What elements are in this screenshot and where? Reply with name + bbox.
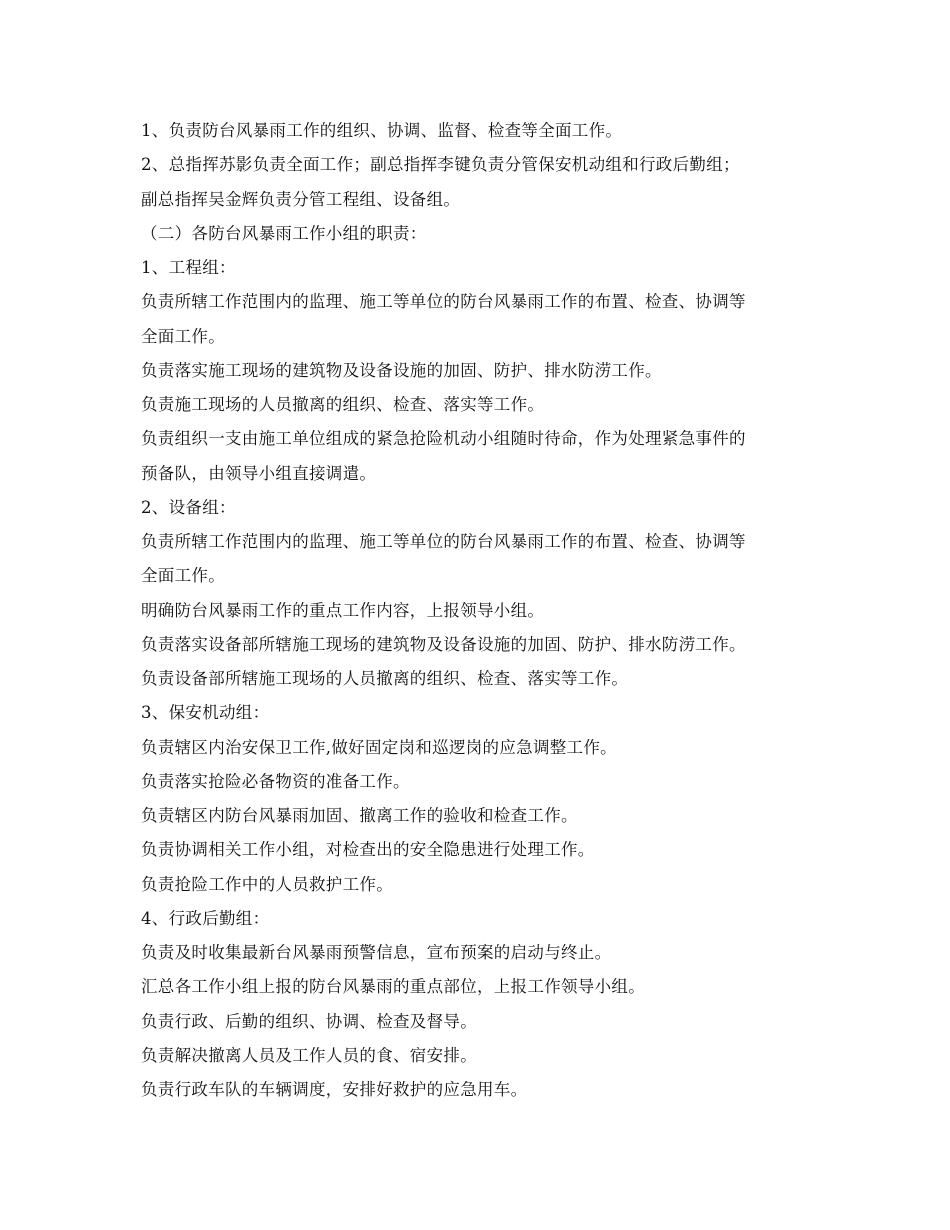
- text-line: 负责及时收集最新台风暴雨预警信息，宣布预案的启动与终止。: [141, 943, 612, 962]
- text-line: 负责落实施工现场的建筑物及设备设施的加固、防护、排水防涝工作。: [141, 360, 662, 380]
- section-heading: （二）各防台风暴雨工作小组的职责：: [141, 223, 427, 243]
- text-line: 负责落实抢险必备物资的准备工作。: [141, 771, 410, 791]
- text-line: 负责辖区内治安保卫工作,做好固定岗和巡逻岗的应急调整工作。: [141, 737, 617, 757]
- subsection-heading: 2、设备组：: [141, 497, 236, 517]
- text-line: 负责施工现场的人员撤离的组织、检查、落实等工作。: [141, 395, 545, 414]
- text-line: 负责所辖工作范围内的监理、施工等单位的防台风暴雨工作的布置、检查、协调等: [141, 292, 746, 312]
- text-line: 负责解决撤离人员及工作人员的食、宿安排。: [141, 1045, 477, 1065]
- text-line: 负责行政车队的车辆调度，安排好救护的应急用车。: [141, 1080, 528, 1099]
- document-body: [141, 114, 821, 1107]
- text-line: 明确防台风暴雨工作的重点工作内容，上报领导小组。: [141, 600, 545, 620]
- text-line: 负责落实设备部所辖施工现场的建筑物及设备设施的加固、防护、排水防涝工作。: [141, 634, 746, 654]
- subsection-heading: 1、工程组：: [141, 258, 236, 277]
- text-line: 副总指挥吴金辉负责分管工程组、设备组。: [141, 189, 461, 209]
- text-line: 负责设备部所辖施工现场的人员撤离的组织、检查、落实等工作。: [141, 669, 629, 688]
- text-line: 1、负责防台风暴雨工作的组织、协调、监督、检查等全面工作。: [141, 121, 623, 140]
- text-line: 全面工作。: [141, 566, 225, 586]
- text-line: 负责协调相关工作小组，对检查出的安全隐患进行处理工作。: [141, 840, 595, 860]
- text-line: 全面工作。: [141, 326, 225, 346]
- text-line: 汇总各工作小组上报的防台风暴雨的重点部位，上报工作领导小组。: [141, 977, 645, 997]
- text-line: 负责抢险工作中的人员救护工作。: [141, 874, 393, 894]
- text-line: 负责行政、后勤的组织、协调、检查及督导。: [141, 1011, 477, 1031]
- text-line: 预备队，由领导小组直接调遣。: [141, 463, 377, 483]
- text-line: 负责所辖工作范围内的监理、施工等单位的防台风暴雨工作的布置、检查、协调等: [141, 532, 746, 551]
- subsection-heading: 3、保安机动组：: [141, 703, 270, 723]
- text-line: 2、总指挥苏影负责全面工作；副总指挥李键负责分管保安机动组和行政后勤组；: [141, 155, 740, 175]
- text-line: 负责组织一支由施工单位组成的紧急抢险机动小组随时待命，作为处理紧急事件的: [141, 429, 746, 449]
- subsection-heading: 4、行政后勤组：: [141, 908, 270, 928]
- text-line: 负责辖区内防台风暴雨加固、撤离工作的验收和检查工作。: [141, 806, 578, 825]
